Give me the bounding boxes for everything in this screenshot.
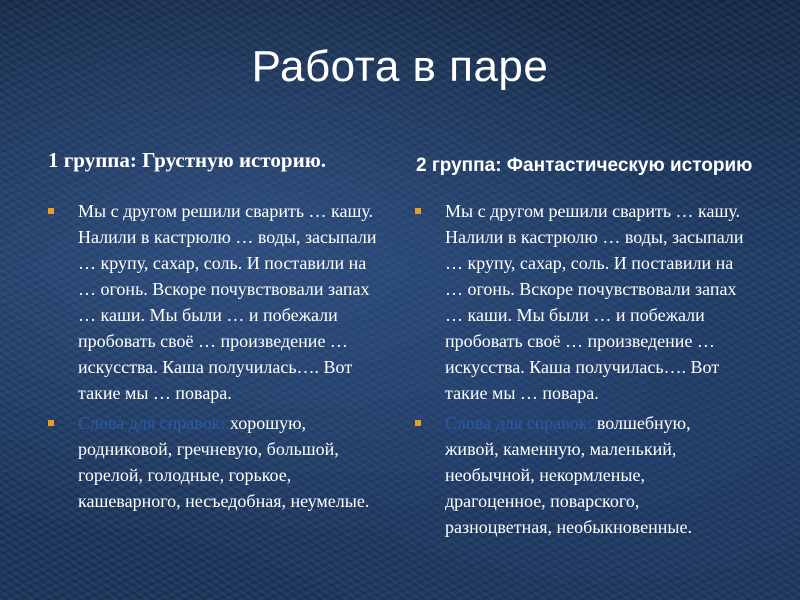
group1-story-text: Мы с другом решили сварить … кашу. Налили в кастрюлю … воды, засыпали … крупу, сахар, соль. И поставили на … огонь. Вскоре почувствовали запах … каши. Мы были … и побежали пробовать своё … произведение …искусства. Каша получилась…. Вот такие мы … повара. xyxy=(78,201,377,403)
group2-hint-item xyxy=(415,410,745,540)
group2-hint-label: Слова для справок: xyxy=(445,413,593,433)
group1-column xyxy=(48,198,378,514)
group2-story-item xyxy=(415,198,745,406)
group2-hint-words: волшебную, живой, каменную, маленький, необычной, некормленые, драгоценное, поварского, разноцветная, необыкновенные. xyxy=(445,413,692,537)
group1-hint-words: хорошую, родниковой, гречневую, большой, горелой, голодные, горькое, кашеварного, несъедобная, неумелые. xyxy=(78,413,370,511)
group2-heading: 2 группа: Фантастическую историю xyxy=(416,155,753,176)
bullet-icon xyxy=(415,208,421,214)
bullet-icon xyxy=(48,208,54,214)
group2-story-text: Мы с другом решили сварить … кашу. Налили в кастрюлю … воды, засыпали … крупу, сахар, соль. И поставили на … огонь. Вскоре почувствовали запах … каши. Мы были … и побежали пробовать своё … произведение …искусства. Каша получилась…. Вот такие мы … повара. xyxy=(445,201,744,403)
group1-heading: 1 группа: Грустную историю. xyxy=(48,148,326,172)
bullet-icon xyxy=(48,420,54,426)
group1-hint-label: Слова для справок: xyxy=(78,413,226,433)
bullet-icon xyxy=(415,420,421,426)
slide-title: Работа в паре xyxy=(251,42,549,91)
group1-hint-item xyxy=(48,410,378,514)
group1-story-item xyxy=(48,198,378,406)
group2-column xyxy=(415,198,745,540)
